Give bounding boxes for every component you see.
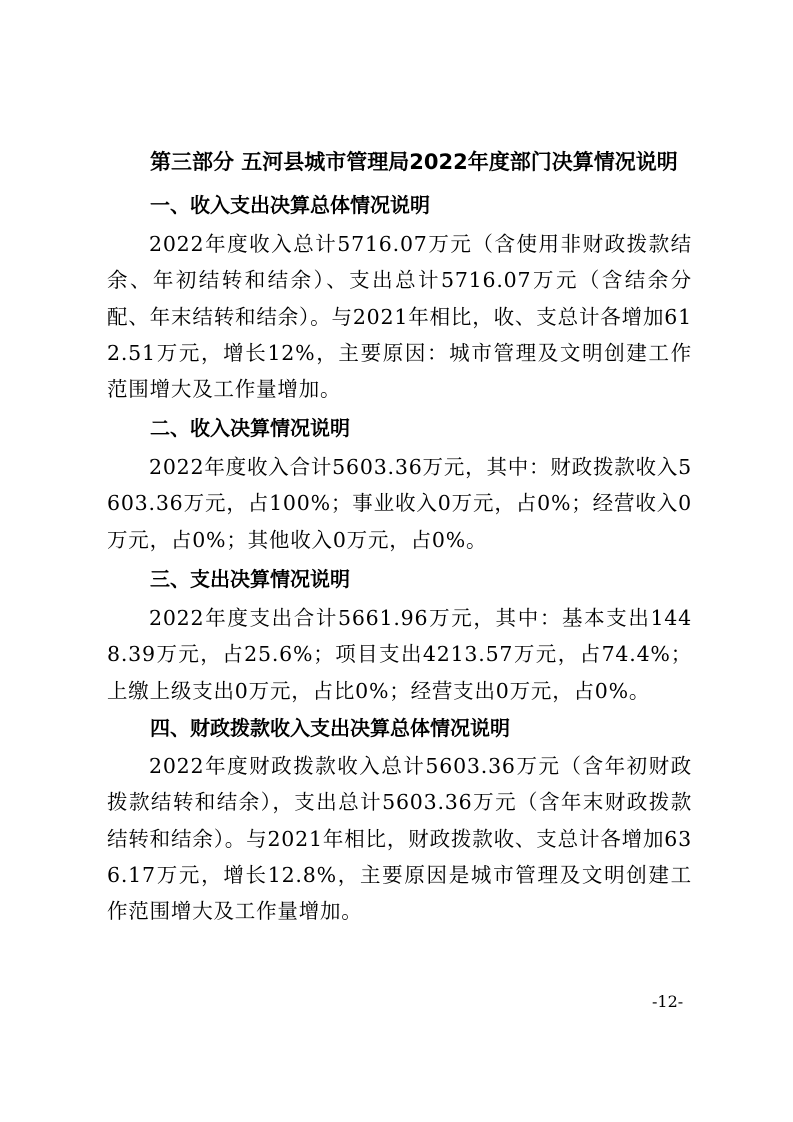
- section-2-paragraph: 2022年度收入合计5603.36万元，其中：财政拨款收入5603.36万元，占100%；事业收入0万元，占0%；经营收入0万元，占0%；其他收入0万元，占0%。: [107, 455, 692, 552]
- section-1-heading: 一、收入支出决算总体情况说明: [150, 193, 430, 217]
- section-3-heading: 三、支出决算情况说明: [150, 567, 350, 591]
- section-3-paragraph: 2022年度支出合计5661.96万元，其中：基本支出1448.39万元，占25.6%；项目支出4213.57万元，占74.4%；上缴上级支出0万元，占比0%；经营支出0万元，占0%。: [107, 606, 692, 703]
- section-4-paragraph: 2022年度财政拨款收入总计5603.36万元（含年初财政拨款结转和结余），支出总计5603.36万元（含年末财政拨款结转和结余）。与2021年相比，财政拨款收、支总计各增加636.17万元，增长12.8%，主要原因是城市管理及文明创建工作范围增大及工作量增加。: [107, 754, 692, 924]
- section-1-paragraph: 2022年度收入总计5716.07万元（含使用非财政拨款结余、年初结转和结余）、支出总计5716.07万元（含结余分配、年末结转和结余）。与2021年相比，收、支总计各增加612.51万元，增长12%，主要原因：城市管理及文明创建工作范围增大及工作量增加。: [107, 232, 692, 402]
- section-2-heading: 二、收入决算情况说明: [150, 416, 350, 440]
- section-4-heading: 四、财政拨款收入支出决算总体情况说明: [150, 716, 510, 740]
- page-number: -12-: [652, 992, 684, 1011]
- document-title: 第三部分 五河县城市管理局2022年度部门决算情况说明: [150, 150, 678, 174]
